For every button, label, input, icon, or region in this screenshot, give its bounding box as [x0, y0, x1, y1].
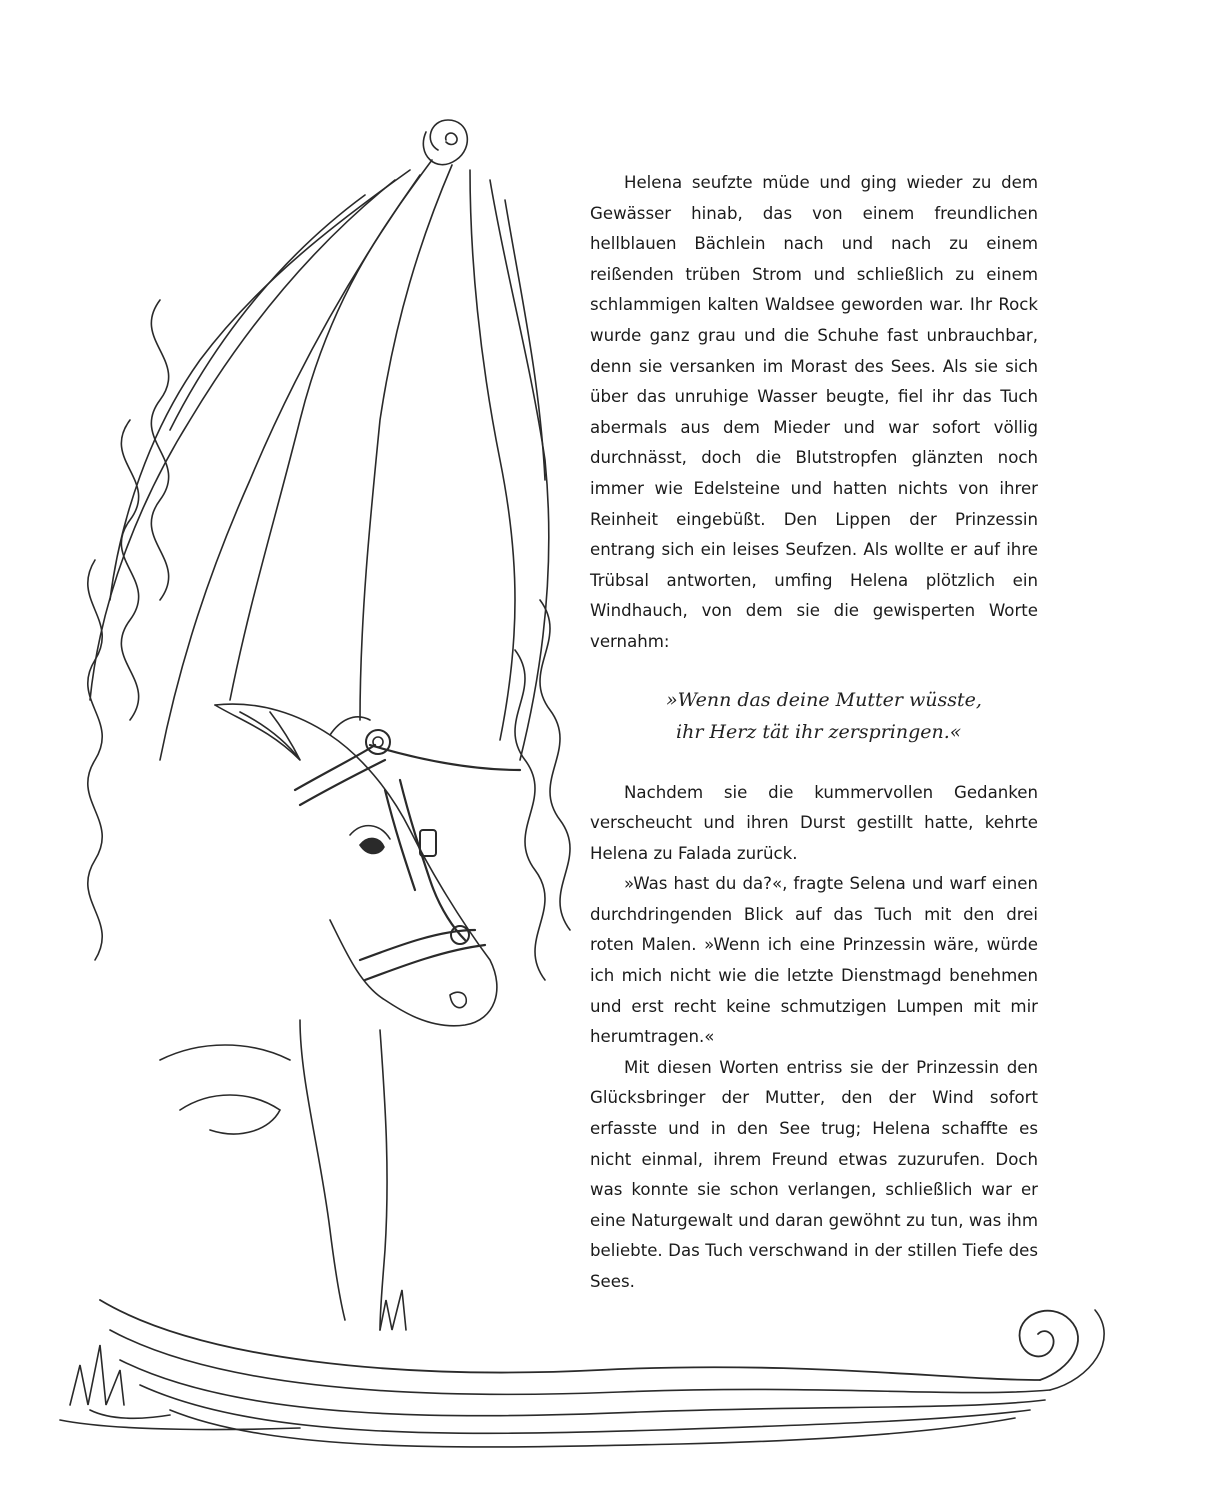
verse-quote — [590, 684, 1038, 748]
verse-line-1: »Wenn das deine Mutter wüsste, — [666, 688, 982, 711]
story-text-column — [590, 168, 1038, 1298]
paragraph-2: Nachdem sie die kummervollen Gedanken verscheucht und ihren Durst gestillt hatte, kehrte Helena zu Falada zurück. — [590, 782, 1038, 863]
paragraph-1: Helena seufzte müde und ging wieder zu dem Gewässer hinab, das von einem freundlichen hellblauen Bächlein nach und nach zu einem reißenden trüben Strom und schließlich zu einem schlammigen kalten Waldsee geworden war. Ihr Rock wurde ganz grau und die Schuhe fast unbrauchbar, denn sie versanken im Morast des Sees. Als sie sich über das unruhige Wasser beugte, fiel ihr das Tuch abermals aus dem Mieder und war sofort völlig durchnässt, doch die Blutstropfen glänzten noch immer wie Edelsteine und hatten nichts von ihrer Reinheit eingebüßt. Den Lippen der Prinzessin entrang sich ein leises Seufzen. Als wollte er auf ihre Trübsal antworten, umfing Helena plötzlich ein Windhauch, von dem sie die gewisperten Worte vernahm: — [590, 173, 1038, 651]
paragraph-4: Mit diesen Worten entriss sie der Prinzessin den Glücksbringer der Mutter, den der Wind sofort erfasste und in den See trug; Helena schaffte es nicht einmal, ihrem Freund etwas zuzurufen. Doch was konnte sie schon verlangen, schließlich war er eine Naturgewalt und daran gewöhnt zu tun, was ihm beliebte. Das Tuch verschwand in der stillen Tiefe des Sees. — [590, 1057, 1038, 1291]
verse-line-2: ihr Herz tät ihr zerspringen.« — [676, 720, 962, 743]
paragraph-3: »Was hast du da?«, fragte Selena und warf einen durchdringenden Blick auf das Tuch mit den drei roten Malen. »Wenn ich eine Prinzessin wäre, würde ich mich nicht wie die letzte Dienstmagd benehmen und erst recht keine schmutzigen Lumpen mit mir herumtragen.« — [590, 874, 1038, 1047]
